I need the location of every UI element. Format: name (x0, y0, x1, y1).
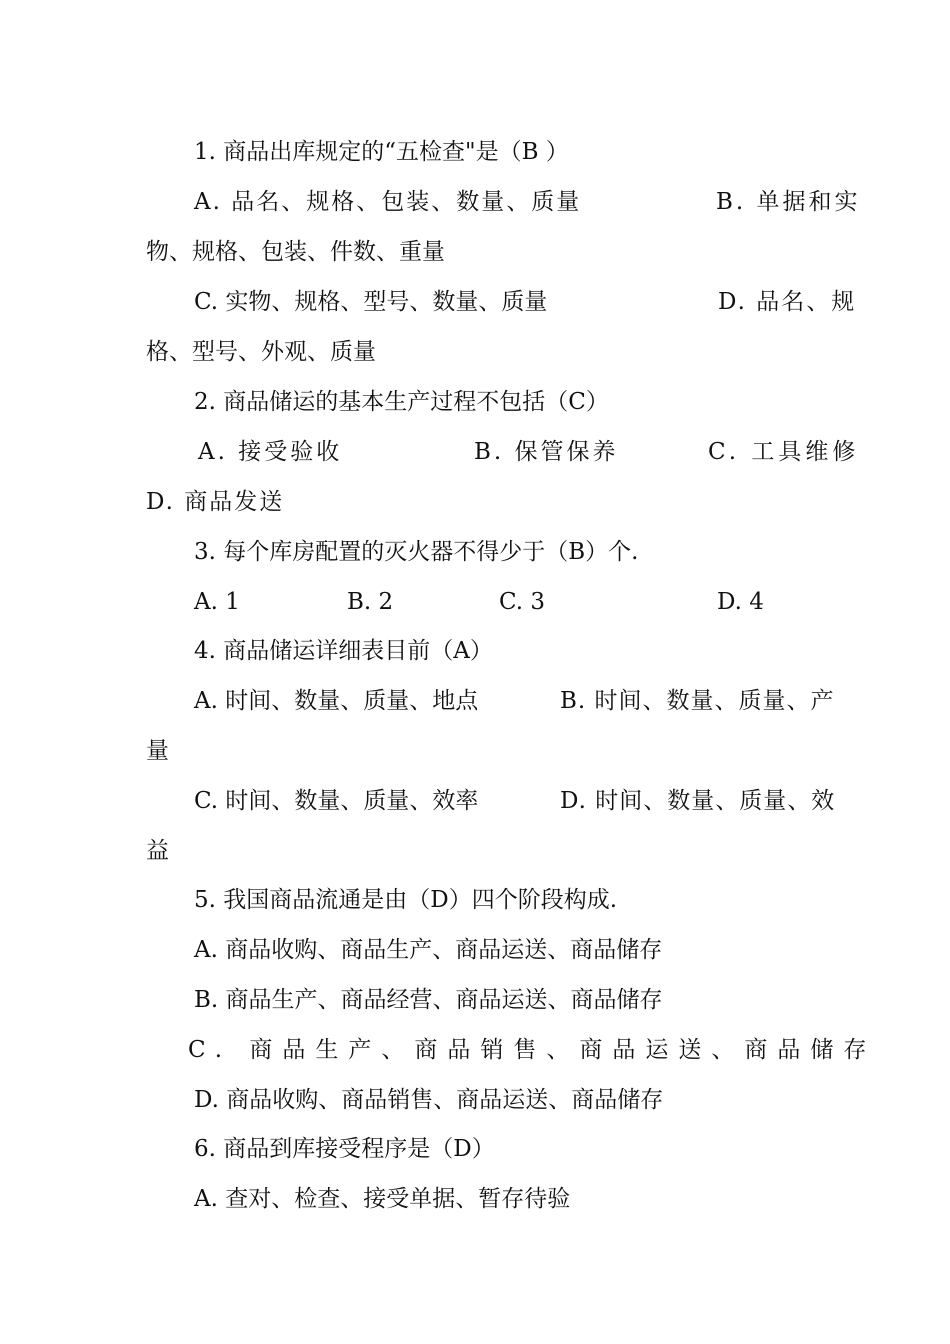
question-5-option-b: B. 商品生产、商品经营、商品运送、商品储存 (194, 987, 663, 1013)
question-4-option-c: C. 时间、数量、质量、效率 (194, 788, 479, 814)
question-3-stem: 3. 每个库房配置的灭火器不得少于（B）个. (194, 539, 639, 565)
question-4-stem: 4. 商品储运详细表目前（A） (194, 638, 493, 664)
question-4-option-d: D. 时间、数量、质量、效 (560, 788, 836, 814)
question-3-option-b: B. 2 (347, 589, 394, 615)
question-5-option-a: A. 商品收购、商品生产、商品运送、商品储存 (194, 937, 663, 963)
question-1-option-d-continued: 格、型号、外观、质量 (146, 339, 376, 365)
question-1-option-b: B. 单据和实 (716, 189, 861, 215)
question-1-option-a: A. 品名、规格、包装、数量、质量 (194, 189, 582, 215)
question-1-option-b-continued: 物、规格、包装、件数、重量 (146, 239, 445, 265)
question-3-option-c: C. 3 (499, 589, 546, 615)
question-4-option-b-continued: 量 (146, 738, 169, 764)
question-1-option-d: D. 品名、规 (718, 289, 857, 315)
question-5-stem: 5. 我国商品流通是由（D）四个阶段构成. (194, 887, 618, 913)
question-2-stem: 2. 商品储运的基本生产过程不包括（C） (194, 389, 609, 415)
question-6-stem: 6. 商品到库接受程序是（D） (194, 1136, 495, 1162)
question-2-option-a: A. 接受验收 (198, 439, 343, 465)
question-2-option-b: B. 保管保养 (474, 439, 619, 465)
question-3-option-d: D. 4 (717, 589, 764, 615)
question-2-option-c: C. 工具维修 (708, 439, 860, 465)
question-1-stem: 1. 商品出库规定的“五检查"是（B ） (194, 139, 569, 165)
question-4-option-d-continued: 益 (146, 838, 169, 864)
question-4-option-a: A. 时间、数量、质量、地点 (194, 688, 479, 714)
question-5-option-c: C. 商品生产、商品销售、商品运送、商品储存 (188, 1037, 877, 1063)
question-5-option-d: D. 商品收购、商品销售、商品运送、商品储存 (194, 1087, 664, 1113)
question-1-option-c: C. 实物、规格、型号、数量、质量 (194, 289, 548, 315)
question-6-option-a: A. 查对、检查、接受单据、暂存待验 (194, 1186, 571, 1212)
question-2-option-d: D. 商品发送 (146, 489, 285, 515)
question-4-option-b: B. 时间、数量、质量、产 (560, 688, 835, 714)
question-3-option-a: A. 1 (194, 589, 240, 615)
